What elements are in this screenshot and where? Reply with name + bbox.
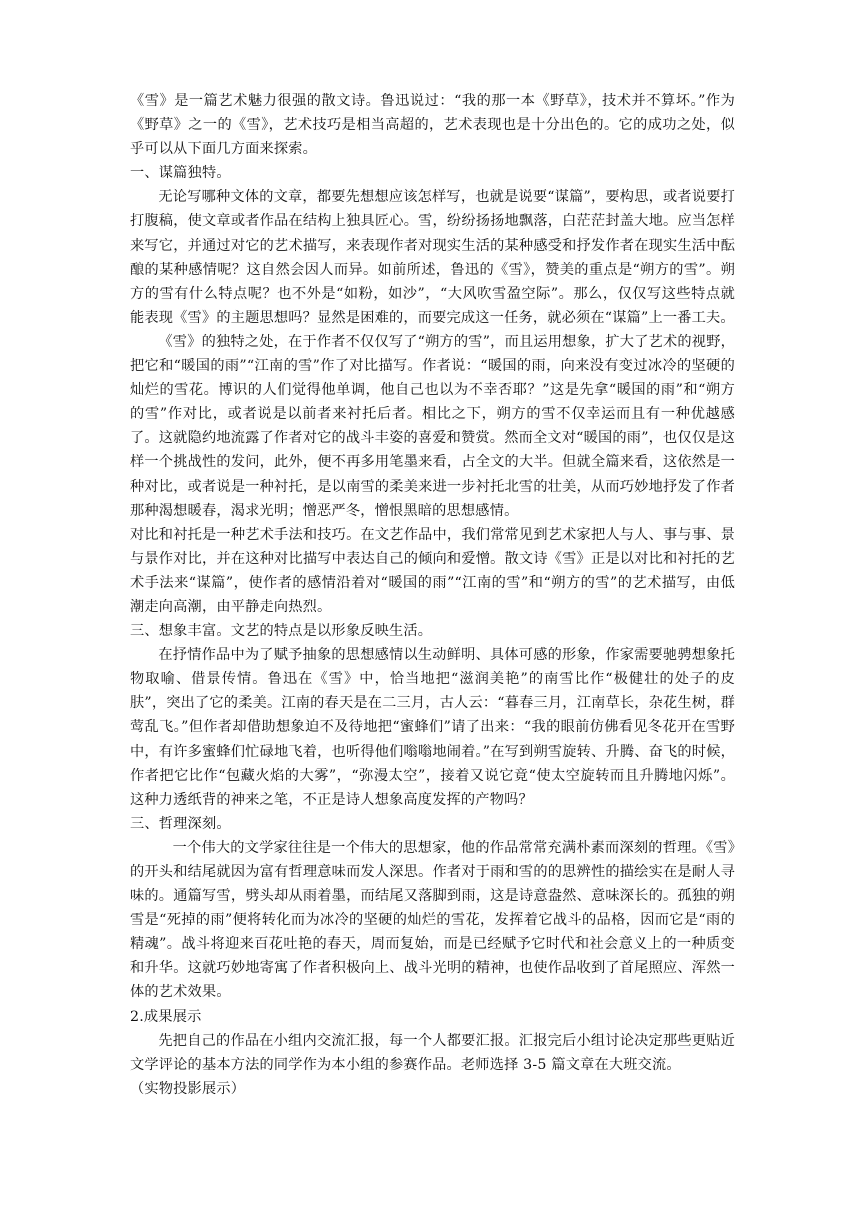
paragraph-structure-1: 无论写哪种文体的文章，都要先想想应该怎样写，也就是说要“谋篇”，要构思，或者说要打打腹稿，使文章或者作品在结构上独具匠心。雪，纷纷扬扬地飘落，白茫茫封盖大地。应当怎样来写它，并通过对它的艺术描写，来表现作者对现实生活的某种感受和抒发作者在现实生活中酝酿的某种感情呢？这自然会因人而异。如前所述，鲁迅的《雪》，赞美的重点是“朔方的雪”。朔方的雪有什么特点呢？也不外是“如粉，如沙”，“大风吹雪盈空际”。那么，仅仅写这些特点就能表现《雪》的主题思想吗？显然是困难的，而要完成这一任务，就必须在“谋篇”上一番工夫。	[130, 189, 735, 326]
intro-paragraph: 《雪》是一篇艺术魅力很强的散文诗。鲁迅说过：“我的那一本《野草》，技术并不算坏。”作为《野草》之一的《雪》，艺术技巧是相当高超的，艺术表现也是十分出色的。它的成功之处，似乎可以从下面几方面来探索。	[130, 93, 735, 158]
section-heading-imagination: 三、想象丰富。文艺的特点是以形象反映生活。	[130, 623, 433, 640]
paragraph-results: 先把自己的作品在小组内交流汇报，每一个人都要汇报。汇报完后小组讨论决定那些更贴近文学评论的基本方法的同学作为本小组的参赛作品。老师选择 3-5 篇文章在大班交流。	[130, 1032, 735, 1073]
section-heading-philosophy: 三、哲理深刻。	[130, 815, 231, 832]
paragraph-philosophy: 一个伟大的文学家往往是一个伟大的思想家，他的作品常常充满朴素而深刻的哲理。《雪》的开头和结尾就因为富有哲理意味而发人深思。作者对于雨和雪的的思辨性的描绘实在是耐人寻味的。通篇写雪，劈头却从雨着墨，而结尾又落脚到雨，这是诗意盎然、意味深长的。孤独的朔雪是“死掉的雨”便将转化而为冰冷的坚硬的灿烂的雪花，发挥着它战斗的品格，因而它是“雨的精魂”。战斗将迎来百花吐艳的春天，周而复始，而是已经赋予它时代和社会意义上的一种质变和升华。这就巧妙地寄寓了作者积极向上、战斗光明的精神，也使作品收到了首尾照应、浑然一体的艺术效果。	[130, 839, 735, 1001]
section-heading-results: 2.成果展示	[130, 1008, 202, 1025]
section-heading-structure: 一、谋篇独特。	[130, 165, 231, 182]
document-body	[130, 89, 735, 1101]
paragraph-structure-2: 《雪》的独特之处，在于作者不仅仅写了“朔方的雪”，而且运用想象，扩大了艺术的视野，把它和“暖国的雨”“江南的雪”作了对比描写。作者说：“暖国的雨，向来没有变过冰冷的坚硬的灿烂的雪花。博识的人们觉得他单调，他自己也以为不幸否耶？”这是先拿“暖国的雨”和“朔方的雪”作对比，或者说是以前者来衬托后者。相比之下，朔方的雪不仅幸运而且有一种优越感了。这就隐约地流露了作者对它的战斗丰姿的喜爱和赞赏。然而全文对“暖国的雨”，也仅仅是这样一个挑战性的发问，此外，便不再多用笔墨来看，占全文的大半。但就全篇来看，这依然是一种对比，或者说是一种衬托，是以南雪的柔美来进一步衬托北雪的壮美，从而巧妙地抒发了作者那种渴想暖春，渴求光明；憎恶严冬，憎恨黑暗的思想感情。	[130, 333, 735, 519]
paragraph-contrast: 对比和衬托是一种艺术手法和技巧。在文艺作品中，我们常常见到艺术家把人与人、事与事、景与景作对比，并在这种对比描写中表达自己的倾向和爱憎。散文诗《雪》正是以对比和衬托的艺术手法来“谋篇”，使作者的感情沿着对“暖国的雨”“江南的雪”和“朔方的雪”的艺术描写，由低潮走向高潮，由平静走向热烈。	[130, 526, 735, 615]
paragraph-imagination: 在抒情作品中为了赋予抽象的思想感情以生动鲜明、具体可感的形象，作家需要驰骋想象托物取喻、借景传情。鲁迅在《雪》中，恰当地把“滋润美艳”的南雪比作“极健壮的处子的皮肤”，突出了它的柔美。江南的春天是在二三月，古人云：“暮春三月，江南草长，杂花生树，群莺乱飞。”但作者却借助想象迫不及待地把“蜜蜂们”请了出来：“我的眼前仿佛看见冬花开在雪野中，有许多蜜蜂们忙碌地飞着，也听得他们嗡嗡地闹着。”在写到朔雪旋转、升腾、奋飞的时候，作者把它比作“包藏火焰的大雾”，“弥漫太空”，接着又说它竟“使太空旋转而且升腾地闪烁”。这种力透纸背的神来之笔，不正是诗人想象高度发挥的产物吗？	[130, 647, 735, 808]
projection-note: （实物投影展示）	[130, 1080, 246, 1097]
